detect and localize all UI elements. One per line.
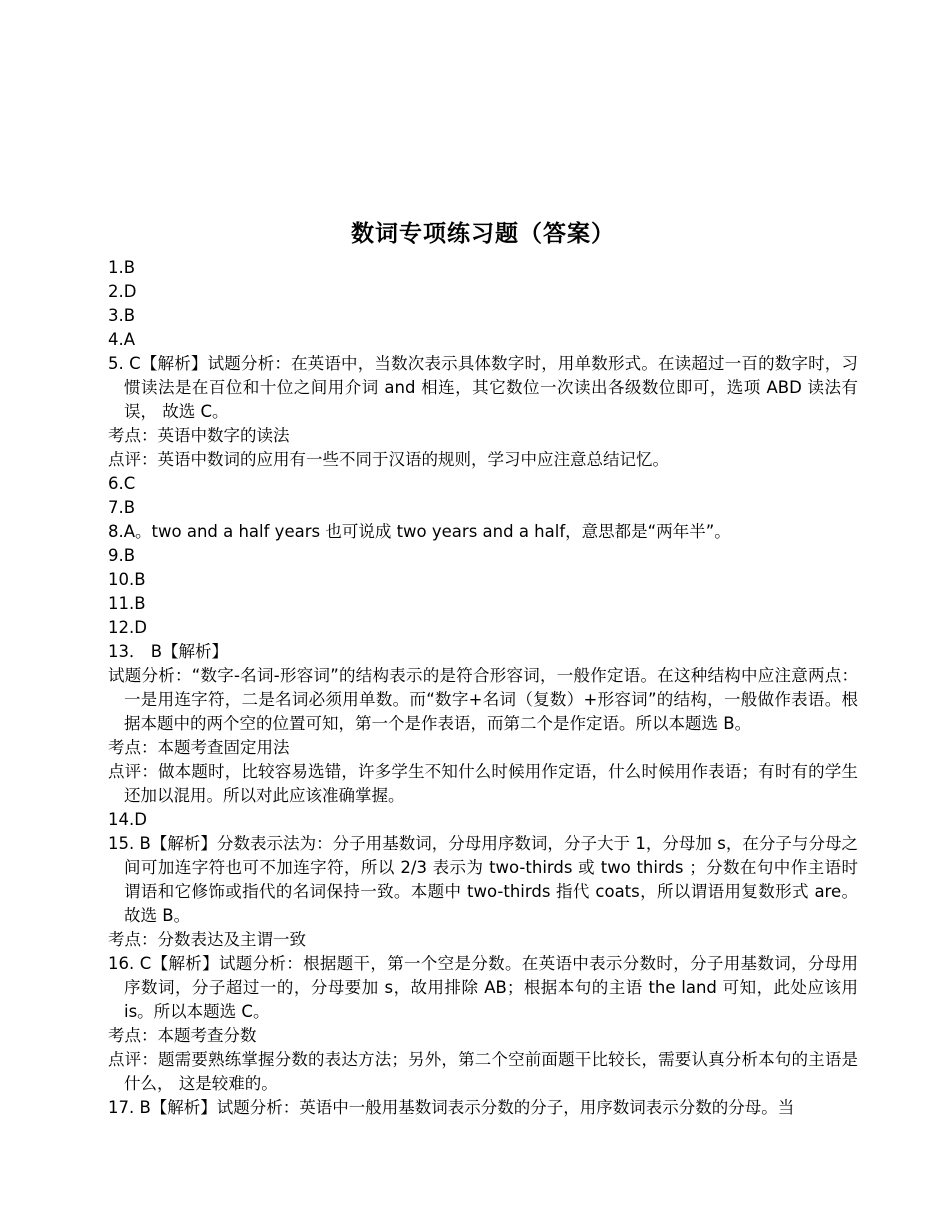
answer-explanation: 16. C【解析】试题分析：根据题干，第一个空是分数。在英语中表示分数时，分子用基数词，分母用序数词，分子超过一的，分母要加 s，故用排除 AB；根据本句的主语 the land 可知，此处应该用 is。所以本题选 C。 (108, 954, 858, 1021)
exam-point: 考点：分数表达及主谓一致 (108, 930, 306, 949)
exam-point: 考点：本题考查固定用法 (108, 738, 290, 757)
answer-explanation: 15. B【解析】分数表示法为：分子用基数词，分母用序数词，分子大于 1，分母加 s，在分子与分母之间可加连字符也可不加连字符，所以 2/3 表示为 two-thirds 或 two thirds ；分数在句中作主语时谓语和它修饰或指代的名词保持一致。本题中 two-thirds 指代 coats，所以谓语用复数形式 are。故选 B。 (108, 834, 858, 925)
document-page (108, 216, 858, 1120)
comment: 点评：做本题时，比较容易选错，许多学生不知什么时候用作定语，什么时候用作表语；有时有的学生还加以混用。所以对此应该准确掌握。 (108, 762, 858, 805)
answer-line: 11.B (108, 594, 146, 613)
answer-explanation: 8.A。two and a half years 也可说成 two years and a half，意思都是“两年半”。 (108, 522, 731, 541)
answer-explanation: 17. B【解析】试题分析：英语中一般用基数词表示分数的分子，用序数词表示分数的分母。当 (108, 1098, 795, 1117)
answer-line: 7.B (108, 498, 136, 517)
exam-point: 考点：本题考查分数 (108, 1026, 257, 1045)
answer-explanation: 试题分析：“数字-名词-形容词”的结构表示的是符合形容词，一般作定语。在这种结构中应注意两点：一是用连字符，二是名词必须用单数。而“数字+名词（复数）+形容词”的结构，一般做作表语。根据本题中的两个空的位置可知，第一个是作表语，而第二个是作定语。所以本题选 B。 (108, 666, 858, 733)
answer-line: 6.C (108, 474, 136, 493)
comment: 点评：英语中数词的应用有一些不同于汉语的规则，学习中应注意总结记忆。 (108, 450, 669, 469)
answer-line: 3.B (108, 306, 136, 325)
comment: 点评：题需要熟练掌握分数的表达方法；另外，第二个空前面题干比较长，需要认真分析本句的主语是什么， 这是较难的。 (108, 1050, 858, 1093)
answer-line: 13． B【解析】 (108, 642, 229, 661)
exam-point: 考点：英语中数字的读法 (108, 426, 290, 445)
answer-line: 14.D (108, 810, 147, 829)
answer-explanation: 5. C【解析】试题分析：在英语中，当数次表示具体数字时，用单数形式。在读超过一百的数字时，习惯读法是在百位和十位之间用介词 and 相连，其它数位一次读出各级数位即可，选项 ABD 读法有误， 故选 C。 (108, 354, 858, 421)
answer-line: 10.B (108, 570, 146, 589)
document-title: 数词专项练习题（答案） (351, 220, 615, 247)
answer-line: 9.B (108, 546, 136, 565)
answer-line: 12.D (108, 618, 147, 637)
answer-list (108, 256, 858, 1120)
answer-line: 1.B (108, 258, 136, 277)
answer-line: 4.A (108, 330, 136, 349)
answer-line: 2.D (108, 282, 137, 301)
